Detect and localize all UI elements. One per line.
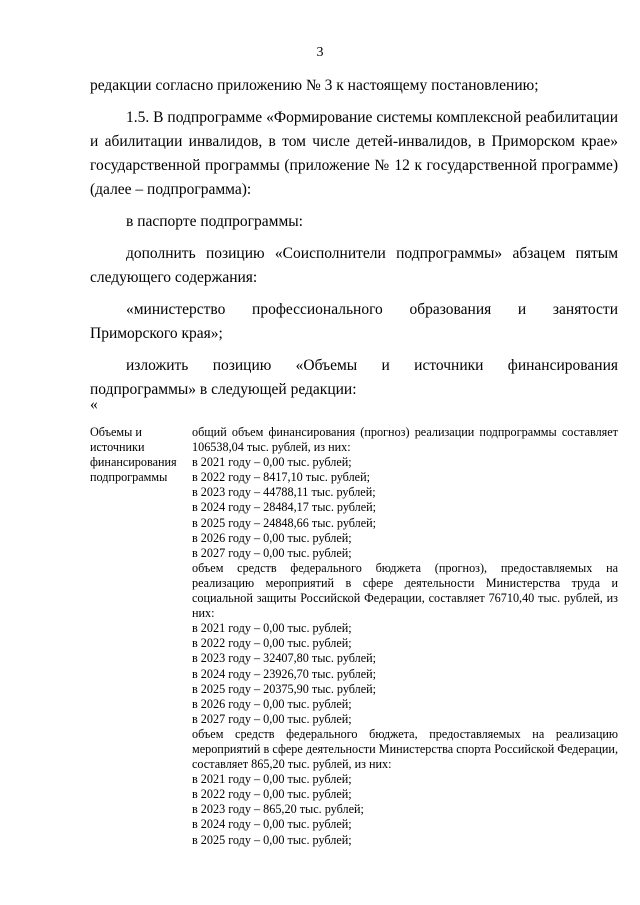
funding-line: в 2026 году – 0,00 тыс. рублей; [192,696,352,711]
funding-line: в 2023 году – 32407,80 тыс. рублей; [192,651,377,666]
funding-line: в 2022 году – 0,00 тыс. рублей; [192,787,352,802]
table-label: Объемы и источники финансирования подпрограммы [90,425,177,485]
paragraph: изложить позицию «Объемы и источники финансирования подпрограммы» в следующей редакции: [90,357,618,398]
funding-line: общий объем финансирования (прогноз) реализации подпрограммы составляет 106538,04 тыс. рублей, из них: [192,425,618,455]
paragraph: редакции согласно приложению № 3 к настоящему постановлению; [90,77,539,94]
funding-line: в 2022 году – 0,00 тыс. рублей; [192,636,352,651]
paragraph: дополнить позицию «Соисполнители подпрограммы» абзацем пятым следующего содержания: [90,245,618,286]
opening-quote: « [90,396,98,413]
funding-line: в 2025 году – 24848,66 тыс. рублей; [192,515,377,530]
funding-line: в 2027 году – 0,00 тыс. рублей; [192,711,352,726]
funding-line: в 2021 году – 0,00 тыс. рублей; [192,455,352,470]
funding-line: объем средств федерального бюджета, предоставляемых на реализацию мероприятий в сфере деятельности Министерства спорта Российской Федерации, составляет 865,20 тыс. рублей, из них: [192,726,618,772]
funding-line: в 2023 году – 865,20 тыс. рублей; [192,802,364,817]
funding-line: в 2024 году – 0,00 тыс. рублей; [192,817,352,832]
funding-line: в 2025 году – 20375,90 тыс. рублей; [192,681,377,696]
paragraph: 1.5. В подпрограмме «Формирование системы комплексной реабилитации и абилитации инвалидов, в том числе детей-инвалидов, в Приморском крае» государственной программы (приложение № 12 к государственной программе) (далее – подпрограмма): [90,109,618,198]
funding-line: объем средств федерального бюджета (прогноз), предоставляемых на реализацию мероприятий в сфере деятельности Министерства труда и социальной защиты Российской Федерации, составляет 76710,40 тыс. рублей, из них: [192,560,618,621]
page-number: 3 [316,45,324,60]
funding-line: в 2022 году – 8417,10 тыс. рублей; [192,470,370,485]
funding-line: в 2025 году – 0,00 тыс. рублей; [192,832,352,847]
table-text-column [192,425,618,848]
funding-line: в 2026 году – 0,00 тыс. рублей; [192,530,352,545]
funding-line: в 2021 году – 0,00 тыс. рублей; [192,621,352,636]
paragraph: в паспорте подпрограммы: [126,213,303,230]
funding-line: в 2024 году – 28484,17 тыс. рублей; [192,500,377,515]
body-text [90,74,618,410]
funding-line: в 2024 году – 23926,70 тыс. рублей; [192,666,377,681]
funding-line: в 2023 году – 44788,11 тыс. рублей; [192,485,376,500]
funding-line: в 2021 году – 0,00 тыс. рублей; [192,772,352,787]
funding-line: в 2027 году – 0,00 тыс. рублей; [192,545,352,560]
paragraph: «министерство профессионального образования и занятости Приморского края»; [90,301,618,342]
